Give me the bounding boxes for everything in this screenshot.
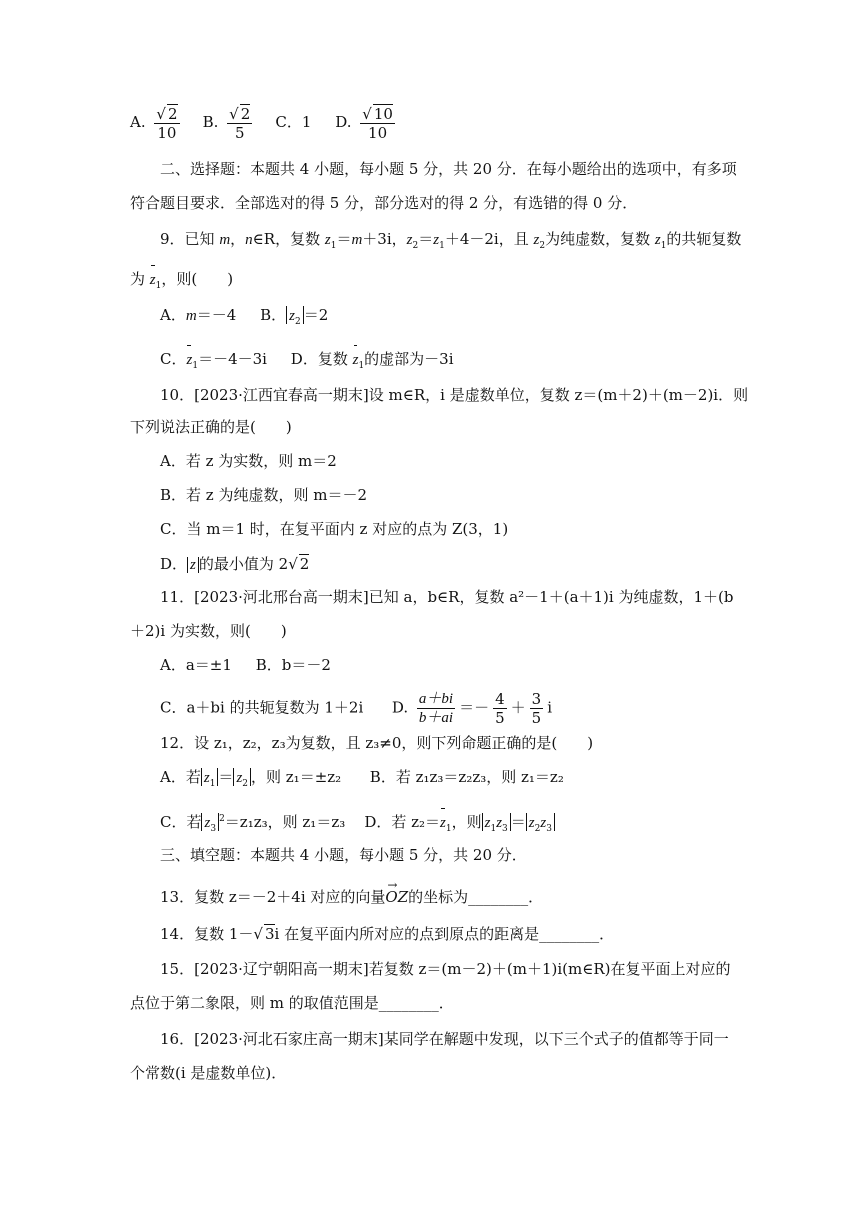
q10-option-a: A．若 z 为实数，则 m＝2: [160, 452, 337, 470]
q16-line1: 16．[2023·河北石家庄高一期末]某同学在解题中发现，以下三个式子的值都等于同一: [160, 1030, 729, 1048]
q14: 14．复数 1－√ 3i 在复平面内所对应的点到原点的距离是________．: [160, 925, 615, 943]
q11-stem-line2: ＋2)i 为实数，则( ): [130, 622, 287, 640]
option-c: C．1: [275, 113, 312, 131]
q15-line1: 15．[2023·辽宁朝阳高一期末]若复数 z＝(m－2)＋(m＋1)i(m∈R)在复平面上对应的: [160, 960, 731, 978]
q10-stem-line1: 10．[2023·江西宜春高一期末]设 m∈R，i 是虚数单位，复数 z＝(m＋2)＋(m－2)i．则: [160, 386, 749, 404]
q11-stem-line1: 11．[2023·河北邢台高一期末]已知 a，b∈R，复数 a²－1＋(a＋1)i 为纯虚数，1＋(b: [160, 588, 734, 606]
section3-heading: 三、填空题：本题共 4 小题，每小题 5 分，共 20 分．: [160, 846, 527, 864]
q9-stem-line2: 为 $z_1$，则( ): [130, 270, 234, 291]
option-d-label: D.: [335, 113, 352, 131]
option-b-label: B.: [202, 113, 219, 131]
option-d-fraction: $\frac{√ 10}{10}$: [362, 105, 393, 142]
q10-stem-line2: 下列说法正确的是( ): [130, 418, 292, 436]
q9-stem: 9．已知 m，n∈R，复数 $z_1=m+3i$，$z_2=z_1+4-2i$，且 $z_2$为纯虚数，复数 $z_1$的共轭复数: [160, 230, 742, 251]
section2-line2: 符合题目要求．全部选对的得 5 分，部分选对的得 2 分，有选错的得 0 分．: [130, 194, 638, 212]
q10-option-d: D． z 的最小值为 2√ 2: [160, 555, 310, 573]
q9-options-cd: C．$z_1=-4-3i$ D．复数 $z_1$的虚部为－3i: [160, 350, 454, 371]
q10-option-c: C．当 m＝1 时，在复平面内 z 对应的点为 Z(3，1): [160, 520, 509, 538]
q11-options-cd: C．a＋bi 的共轭复数为 1＋2i D. $\frac{a+bi}{b+ai}$ ＝－ $\frac{4}{5}$ ＋ $\frac{3}{5}$ i: [160, 690, 553, 727]
section2-line1: 二、选择题：本题共 4 小题，每小题 5 分，共 20 分．在每小题给出的选项中，有多项: [160, 160, 737, 178]
q11-options-ab: A．a＝±1 B．b＝－2: [160, 656, 331, 674]
q12-options-cd: C．若 $z_3^2=z_1z_3$，则 z₁＝z₃ D．若 $z_2=z_1$，则 $z_1z_3 = z_2z_3$: [160, 810, 555, 838]
q16-line2: 个常数(i 是虚数单位)．: [130, 1064, 287, 1082]
q15-line2: 点位于第二象限，则 m 的取值范围是________．: [130, 994, 454, 1012]
option-a-label: A.: [130, 113, 146, 131]
q12-stem: 12．设 z₁，z₂，z₃为复数，且 z₃≠0，则下列命题正确的是( ): [160, 734, 594, 752]
q12-options-ab: A．若 $z_1 = z_2$ ，则 z₁＝±z₂ B．若 z₁z₃＝z₂z₃，则 z₁＝z₂: [160, 768, 564, 789]
option-a-fraction: $\frac{√ 2}{10}$: [156, 105, 178, 142]
q9-options-ab: A．m＝－4 B． $z_2 =2$: [160, 306, 329, 327]
q13: 13．复数 z＝－2＋4i 对应的向量→ OZ的坐标为________．: [160, 888, 543, 906]
q8-options: [130, 104, 399, 142]
option-b-fraction: $\frac{√ 2}{5}$: [229, 105, 251, 142]
q10-option-b: B．若 z 为纯虚数，则 m＝－2: [160, 486, 367, 504]
